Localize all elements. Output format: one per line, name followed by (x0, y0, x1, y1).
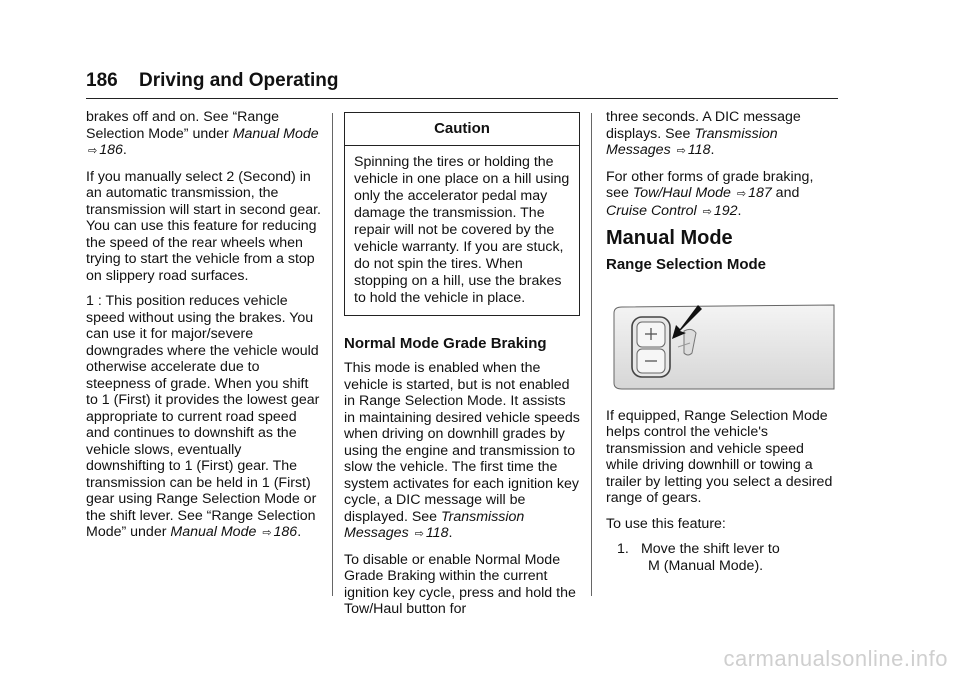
main-heading: Manual Mode (606, 227, 733, 249)
section-title: Driving and Operating (138, 70, 339, 91)
paragraph (86, 109, 322, 160)
text: . (710, 142, 715, 158)
page-number: 186 (86, 70, 118, 91)
cross-reference-link[interactable]: Tow/Haul Mode (632, 185, 731, 201)
section-heading: Normal Mode Grade Braking (344, 334, 547, 352)
text: This mode is enabled when the vehicle is started, but is not enabled in Range Selection Mode. It assists in maintaining desired vehicle speeds when driving on downhill grades by using the engine and transmission to slow the vehicle. The first time the system activates for each ignition key cycle, a DIC message will be displayed. See (344, 360, 580, 525)
cross-reference-link[interactable]: Cruise Control (606, 202, 697, 219)
paragraph: If you manually select 2 (Second) in an automatic transmission, the transmission will start in second gear. You can use this feature for reducing the speed of the rear wheels when trying to start the vehicle from a stop on slippery road surfaces. (86, 168, 321, 284)
page-arrow-icon: ⇨ (676, 144, 686, 157)
watermark: carmanualsonline.info (723, 646, 948, 671)
page-arrow-icon: ⇨ (262, 526, 272, 539)
text: . (737, 202, 742, 219)
paragraph: If equipped, Range Selection Mode helps control the vehicle's transmission and vehicle speed while driving downhill or towing a trailer by letting you select a desired range of gears. (606, 407, 833, 506)
paragraph (606, 169, 838, 221)
page-arrow-icon: ⇨ (414, 527, 424, 540)
page-ref[interactable]: 118 (425, 525, 449, 541)
page-ref[interactable]: 186 (99, 142, 123, 158)
paragraph: To disable or enable Normal Mode Grade Braking within the current ignition key cycle, press and hold the Tow/Haul button for (344, 551, 576, 617)
page-header (86, 70, 339, 92)
gear-label: 1 : (86, 293, 106, 309)
cross-reference-link[interactable]: Transmission Messages (606, 125, 778, 158)
sub-heading: Range Selection Mode (606, 255, 767, 273)
paragraph (344, 360, 580, 543)
column-3 (606, 109, 838, 574)
list-item (606, 541, 838, 574)
step-text-continued: M (Manual Mode). (648, 557, 764, 574)
caution-text: Spinning the tires or holding the vehicle in one place on a hill using only the accelerator pedal may damage the transmission. The repair will not be covered by the vehicle warranty. If you are stuck, do not spin the tires. When stopping on a hill, use the brakes to hold the vehicle in place. (354, 153, 570, 306)
text: For other forms of grade braking, see (606, 168, 814, 201)
paragraph (86, 293, 322, 542)
column-1 (86, 109, 322, 551)
text: brakes off and on. See “Range Selection Mode” under (86, 109, 279, 142)
page-arrow-icon: ⇨ (736, 187, 747, 200)
caution-box (344, 112, 580, 316)
page-arrow-icon: ⇨ (88, 144, 98, 157)
cross-reference-link[interactable]: Manual Mode (232, 125, 319, 142)
column-2 (344, 112, 580, 627)
page-ref[interactable]: 187 (748, 185, 772, 201)
paragraph: To use this feature: (606, 515, 726, 532)
page-ref[interactable]: 186 (273, 524, 298, 540)
text: This position reduces vehicle speed without using the brakes. You can use it for major/severe downgrades where the vehicle would otherwise accelerate due to steepness of grade. When you shift to 1 (First) it provides the lowest gear appropriate to current road speed and continues to downshift as the vehicle slows, eventually downshifting to 1 (First) gear. The transmission can be held in 1 (First) gear using Range Selection Mode or the shift lever. See “Range Selection Mode” under (86, 293, 320, 540)
page-ref[interactable]: 192 (713, 202, 738, 219)
column-divider-1 (332, 113, 333, 596)
page-arrow-icon: ⇨ (702, 204, 712, 218)
step-number: 1. (617, 541, 629, 557)
column-divider-2 (591, 113, 592, 596)
cross-reference-link[interactable]: Transmission Messages (344, 508, 525, 541)
paragraph (606, 109, 838, 160)
text: . (448, 525, 453, 541)
step-text: Move the shift lever to (640, 541, 780, 557)
text: and (771, 185, 800, 201)
page-ref[interactable]: 118 (687, 142, 711, 158)
text: . (297, 524, 302, 540)
caution-title: Caution (345, 113, 579, 146)
cross-reference-link[interactable]: Manual Mode (170, 524, 257, 540)
header-rule (86, 98, 838, 99)
text: three seconds. A DIC message displays. See (606, 109, 801, 142)
shift-lever-illustration (606, 303, 838, 393)
text: . (122, 142, 127, 158)
